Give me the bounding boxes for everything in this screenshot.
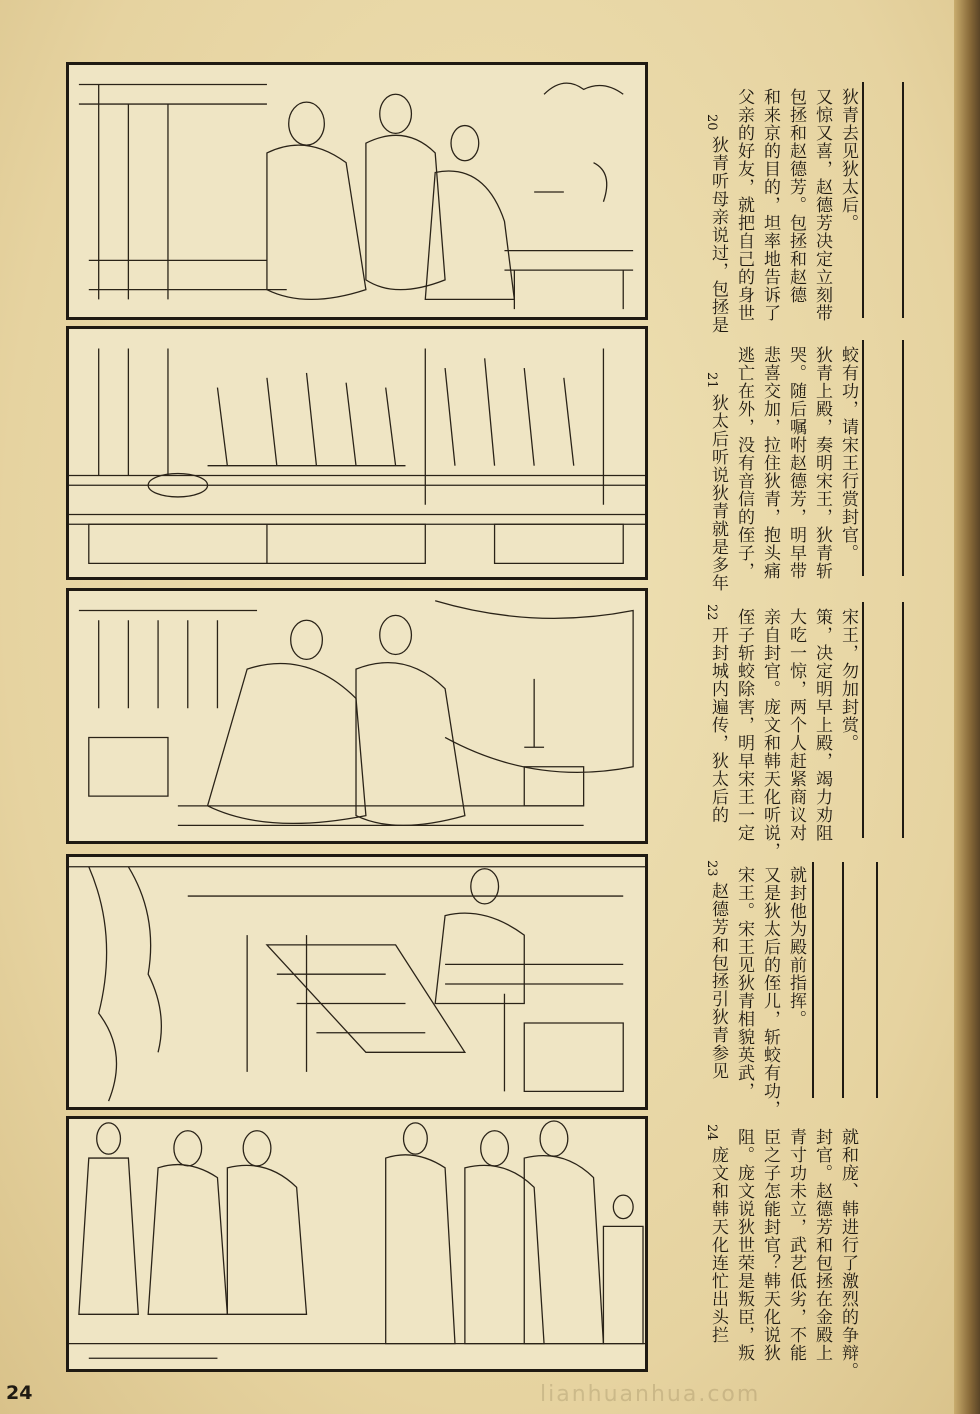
caption-line: 就封他为殿前指挥。 — [786, 866, 806, 1028]
caption-line: 宋王，勿加封赏。 — [838, 608, 858, 752]
watermark: lianhuanhua.com — [540, 1382, 761, 1407]
caption-line: 青寸功未立，武艺低劣，不能 — [786, 1128, 806, 1362]
caption-line: 父亲的好友，就把自己的身世 — [734, 88, 754, 322]
caption-line: 逃亡在外，没有音信的侄子， — [734, 346, 754, 580]
caption-line: 狄青听母亲说过，包拯是 — [708, 136, 728, 334]
panel-number: 21 — [704, 372, 719, 389]
caption-line: 庞文和韩天化连忙出头拦 — [708, 1146, 728, 1344]
caption-line: 宋王。宋王见狄青相貌英武， — [734, 866, 754, 1100]
caption-line: 赵德芳和包拯引狄青参见 — [708, 882, 728, 1080]
illustration-21 — [66, 326, 648, 580]
illustration-22 — [66, 588, 648, 844]
illustration-24 — [66, 1116, 648, 1372]
panel-22 — [66, 588, 972, 860]
page-number: 24 — [6, 1382, 33, 1404]
caption-line: 封官。赵德芳和包拯在金殿上 — [812, 1128, 832, 1362]
caption-line: 臣之子怎能封官？韩天化说狄 — [760, 1128, 780, 1362]
caption-line: 狄太后听说狄青就是多年 — [708, 394, 728, 592]
panel-number: 20 — [704, 114, 719, 131]
caption-line: 就和庞、韩进行了激烈的争辩。 — [838, 1128, 858, 1380]
caption-line: 和来京的目的，坦率地告诉了 — [760, 88, 780, 322]
caption-line: 大吃一惊，两个人赶紧商议对 — [786, 608, 806, 842]
panel-24 — [66, 1116, 972, 1380]
illustration-20 — [66, 62, 648, 320]
panel-23 — [66, 854, 972, 1118]
caption-line: 蛟有功，请宋王行赏封官。 — [838, 346, 858, 562]
panel-20 — [66, 62, 972, 334]
caption-line: 哭。随后嘱咐赵德芳，明早带 — [786, 346, 806, 580]
caption-line: 狄青去见狄太后。 — [838, 88, 858, 232]
panel-number: 22 — [704, 604, 719, 621]
caption-line: 开封城内遍传，狄太后的 — [708, 626, 728, 824]
illustration-23 — [66, 854, 648, 1110]
caption-line: 又惊又喜，赵德芳决定立刻带 — [812, 88, 832, 322]
caption-line: 狄青上殿，奏明宋王，狄青斩 — [812, 346, 832, 580]
panel-number: 24 — [704, 1124, 719, 1141]
caption-line: 包拯和赵德芳。包拯和赵德 — [786, 88, 806, 304]
caption-line: 阻。庞文说狄世荣是叛臣，叛 — [734, 1128, 754, 1362]
panel-21 — [66, 326, 972, 592]
caption-line: 策，决定明早上殿，竭力劝阻 — [812, 608, 832, 842]
caption-line: 亲自封官。庞文和韩天化听说， — [760, 608, 780, 860]
panel-number: 23 — [704, 860, 719, 877]
caption-line: 悲喜交加，拉住狄青，抱头痛 — [760, 346, 780, 580]
caption-line: 侄子斩蛟除害，明早宋王一定 — [734, 608, 754, 842]
caption-line: 又是狄太后的侄儿，斩蛟有功， — [760, 866, 780, 1118]
